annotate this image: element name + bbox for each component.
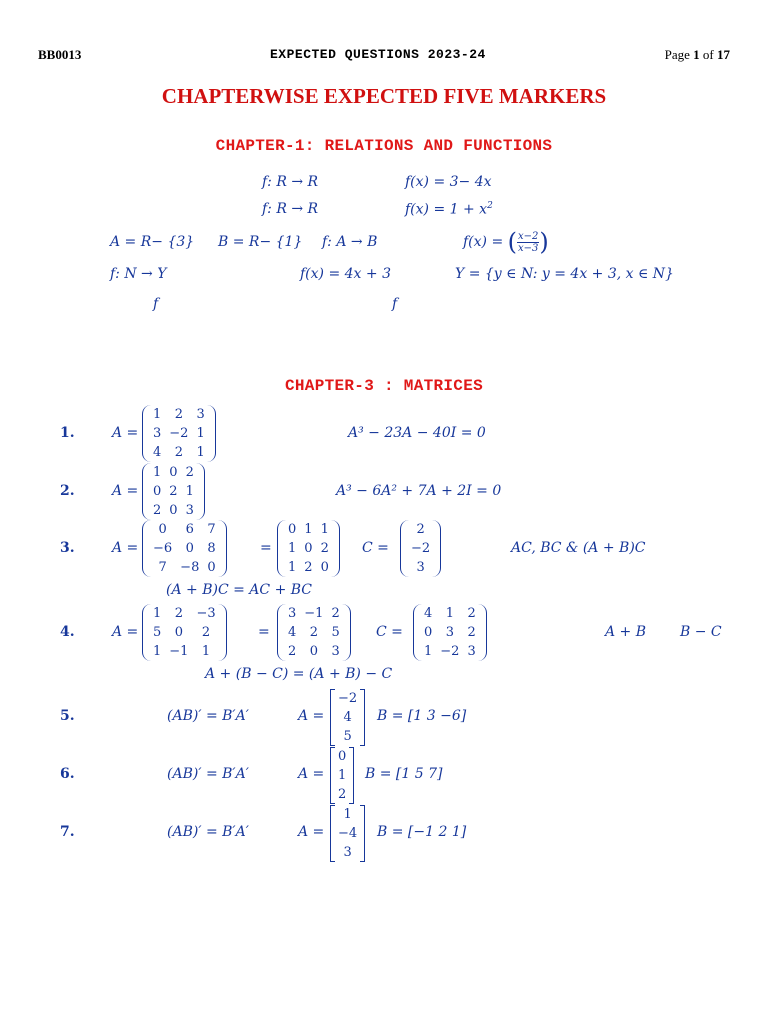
matrix-entry: 0 [207,560,216,575]
matrix-entry: −2 [338,691,358,706]
matrix-entry: −6 [153,541,173,556]
matrix-right-bracket [432,520,441,577]
matrix-row [149,520,220,539]
open-paren: ( [507,228,518,256]
matrix-entry: 2 [288,644,297,659]
matrix-row [420,604,480,623]
close-paren: ) [539,228,549,256]
matrix-entry: 3 [153,426,162,441]
doc-header-title: EXPECTED QUESTIONS 2023-24 [270,47,486,62]
matrix-entry: 0 [169,465,178,480]
question-3-matrix-c [407,520,434,577]
question-7-matrix-b: B = [−1 2 1] [377,824,467,840]
matrix-entry: 2 [304,560,313,575]
question-5-matrix-b: B = [1 3 −6] [377,708,467,724]
matrix-entry: 0 [320,560,329,575]
ch1-line4-func: f(x) = 4x + 3 [300,266,391,282]
matrix-entry: 2 [174,606,183,621]
matrix-right-bracket [196,463,205,520]
matrix-entry: 6 [185,522,194,537]
ch1-line3-func [463,228,549,256]
question-4-number: 4. [60,624,75,640]
matrix-entry: 8 [207,541,216,556]
matrix-row [284,558,333,577]
question-7-identity: (AB)′ = B′A′ [167,824,249,840]
matrix-right-bracket [360,689,365,746]
question-5-lhs: A = [298,708,325,724]
matrix-entry: 1 [445,606,454,621]
matrix-row [149,463,198,482]
matrix-left-bracket [330,747,335,804]
matrix-grid [334,805,361,862]
matrix-entry: 1 [201,644,211,659]
ch1-line4-set: Y = {y ∈ N: y = 4x + 3, x ∈ N} [455,266,674,282]
matrix-entry: 2 [331,606,340,621]
matrix-entry: 1 [153,407,162,422]
matrix-entry: 1 [185,484,194,499]
matrix-entry: 0 [158,522,167,537]
matrix-right-bracket [218,520,227,577]
matrix-entry: 0 [153,484,162,499]
matrix-entry: 2 [309,625,318,640]
matrix-row [334,747,350,766]
question-7-matrix-a [334,805,361,862]
ch1-line2-func-base: f(x) = 1 + x [405,201,488,218]
question-4-task-2: B − C [680,624,722,640]
matrix-entry: 3 [343,845,352,860]
matrix-entry: 3 [467,644,476,659]
matrix-entry: −2 [440,644,460,659]
matrix-row [334,824,361,843]
matrix-entry: 1 [343,807,352,822]
matrix-entry: 3 [445,625,454,640]
doc-code: BB0013 [38,47,82,62]
fraction-numerator: x−2 [518,230,539,242]
matrix-left-bracket [330,805,335,862]
matrix-entry: 4 [153,445,162,460]
ch1-line3-map: f: A → B [322,234,378,250]
chapter1-heading: CHAPTER-1: RELATIONS AND FUNCTIONS [215,137,553,155]
matrix-entry: 1 [424,644,433,659]
matrix-entry: 4 [343,710,352,725]
matrix-entry: 2 [467,606,476,621]
question-5-number: 5. [60,708,75,724]
matrix-row [149,482,198,501]
matrix-grid [149,463,198,520]
fraction [517,231,539,254]
ch1-line5-f1: f [153,296,159,312]
matrix-row [149,424,209,443]
page-prefix: Page [664,47,690,62]
matrix-entry: 1 [304,522,313,537]
question-6-matrix-b: B = [1 5 7] [365,766,443,782]
ch1-line2-func [405,201,493,218]
matrix-entry: 3 [185,503,194,518]
question-2-matrix [149,463,198,520]
matrix-entry: 0 [309,644,318,659]
question-3-lhs: A = [112,540,139,556]
matrix-entry: 3 [416,560,425,575]
page-number [665,47,730,63]
matrix-left-bracket [142,520,151,577]
matrix-entry: 1 [153,644,162,659]
question-4-c-lhs: C = [376,624,403,640]
ch1-line3-set-a: A = R− {3} [110,234,195,250]
ch1-line1-func: f(x) = 3− 4x [405,174,492,190]
matrix-grid [149,520,220,577]
question-1-lhs: A = [112,425,139,441]
page-title: CHAPTERWISE EXPECTED FIVE MARKERS [161,84,607,108]
ch1-line4-map: f: N → Y [110,266,167,282]
matrix-entry: 0 [185,541,194,556]
matrix-entry: 5 [331,625,340,640]
matrix-row [284,623,344,642]
matrix-entry: 0 [424,625,433,640]
matrix-row [284,604,344,623]
matrix-entry: 3 [288,606,297,621]
question-4-matrix-c [420,604,480,661]
matrix-row [284,520,333,539]
question-4-task-1: A + B [605,624,647,640]
matrix-entry: 7 [207,522,216,537]
question-7-number: 7. [60,824,75,840]
question-3-matrix-a [149,520,220,577]
matrix-row [149,405,209,424]
question-5-matrix-a [334,689,361,746]
matrix-grid [334,689,361,746]
matrix-entry: 3 [331,644,340,659]
matrix-row [149,604,220,623]
matrix-right-bracket [478,604,487,661]
question-4-identity: A + (B − C) = (A + B) − C [205,666,393,682]
page-current: 1 [693,47,700,62]
matrix-grid [284,520,333,577]
matrix-row [420,623,480,642]
matrix-row [334,843,361,862]
matrix-row [407,539,434,558]
matrix-right-bracket [349,747,354,804]
matrix-entry: 1 [153,465,162,480]
question-4-matrix-b [284,604,344,661]
matrix-left-bracket [142,604,151,661]
matrix-entry: 1 [338,768,347,783]
matrix-grid [149,604,220,661]
matrix-entry: 1 [153,606,162,621]
question-1-matrix [149,405,209,462]
matrix-entry: 7 [158,560,167,575]
matrix-entry: 0 [338,749,347,764]
question-3-equals: = [260,540,272,556]
question-2-number: 2. [60,483,75,499]
matrix-entry: 2 [185,465,194,480]
matrix-left-bracket [400,520,409,577]
ch1-line1-map: f: R → R [262,174,319,190]
question-1-equation: A³ − 23A − 40I = 0 [348,425,486,441]
matrix-entry: 1 [196,426,205,441]
question-3-identity: (A + B)C = AC + BC [166,582,313,598]
matrix-entry: 4 [288,625,297,640]
matrix-row [149,501,198,520]
matrix-entry: 1 [320,522,329,537]
fraction-denominator: x−3 [518,242,539,254]
question-4-lhs: A = [112,624,139,640]
question-3-c-lhs: C = [362,540,389,556]
question-6-identity: (AB)′ = B′A′ [167,766,249,782]
matrix-row [284,539,333,558]
matrix-row [420,642,480,661]
matrix-entry: 2 [416,522,425,537]
matrix-entry: −1 [304,606,324,621]
page-total: 17 [717,47,730,62]
matrix-row [284,642,344,661]
matrix-grid [407,520,434,577]
matrix-entry: −3 [196,606,216,621]
matrix-entry: 0 [304,541,313,556]
matrix-row [334,785,350,804]
chapter3-heading: CHAPTER-3 : MATRICES [284,377,484,395]
matrix-row [334,689,361,708]
matrix-left-bracket [277,604,286,661]
matrix-grid [334,747,350,804]
matrix-entry: 5 [153,625,162,640]
question-3-matrix-b [284,520,333,577]
question-3-task: AC, BC & (A + B)C [511,540,646,556]
question-1-number: 1. [60,425,75,441]
matrix-entry: −2 [169,426,189,441]
matrix-row [334,727,361,746]
matrix-right-bracket [342,604,351,661]
matrix-right-bracket [207,405,216,462]
matrix-entry: −1 [169,644,189,659]
question-3-number: 3. [60,540,75,556]
matrix-row [149,558,220,577]
matrix-entry: 2 [320,541,329,556]
ch1-line2-map: f: R → R [262,201,319,217]
matrix-entry: 2 [201,625,211,640]
ch1-line2-exponent: 2 [487,201,493,211]
matrix-entry: 2 [174,445,183,460]
matrix-row [149,642,220,661]
question-5-identity: (AB)′ = B′A′ [167,708,249,724]
matrix-entry: 0 [288,522,297,537]
matrix-left-bracket [413,604,422,661]
question-2-equation: A³ − 6A² + 7A + 2I = 0 [336,483,502,499]
ch1-line5-f2: f [392,296,398,312]
matrix-entry: 1 [288,560,297,575]
matrix-row [149,539,220,558]
matrix-grid [149,405,209,462]
matrix-right-bracket [360,805,365,862]
matrix-entry: 5 [343,729,352,744]
matrix-row [407,520,434,539]
ch1-line3-lhs: f(x) = [463,234,504,250]
matrix-row [334,708,361,727]
matrix-left-bracket [277,520,286,577]
matrix-row [149,623,220,642]
question-6-number: 6. [60,766,75,782]
matrix-left-bracket [142,405,151,462]
matrix-right-bracket [331,520,340,577]
page-of: of [702,47,714,62]
matrix-row [407,558,434,577]
matrix-entry: 4 [424,606,433,621]
matrix-entry: 1 [196,445,205,460]
question-4-equals: = [258,624,270,640]
matrix-entry: 2 [153,503,162,518]
matrix-right-bracket [218,604,227,661]
matrix-entry: 2 [169,484,178,499]
matrix-left-bracket [142,463,151,520]
matrix-entry: −2 [411,541,431,556]
matrix-entry: 2 [174,407,183,422]
matrix-grid [420,604,480,661]
question-6-lhs: A = [298,766,325,782]
question-4-matrix-a [149,604,220,661]
matrix-entry: 1 [288,541,297,556]
question-2-lhs: A = [112,483,139,499]
matrix-entry: 2 [467,625,476,640]
ch1-line3-set-b: B = R− {1} [218,234,303,250]
matrix-entry: 0 [174,625,183,640]
matrix-row [149,443,209,462]
matrix-entry: 2 [338,787,347,802]
matrix-left-bracket [330,689,335,746]
matrix-row [334,805,361,824]
matrix-grid [284,604,344,661]
question-6-matrix-a [334,747,350,804]
matrix-entry: 3 [196,407,205,422]
matrix-entry: −8 [180,560,200,575]
matrix-row [334,766,350,785]
matrix-entry: 0 [169,503,178,518]
question-7-lhs: A = [298,824,325,840]
matrix-entry: −4 [338,826,358,841]
